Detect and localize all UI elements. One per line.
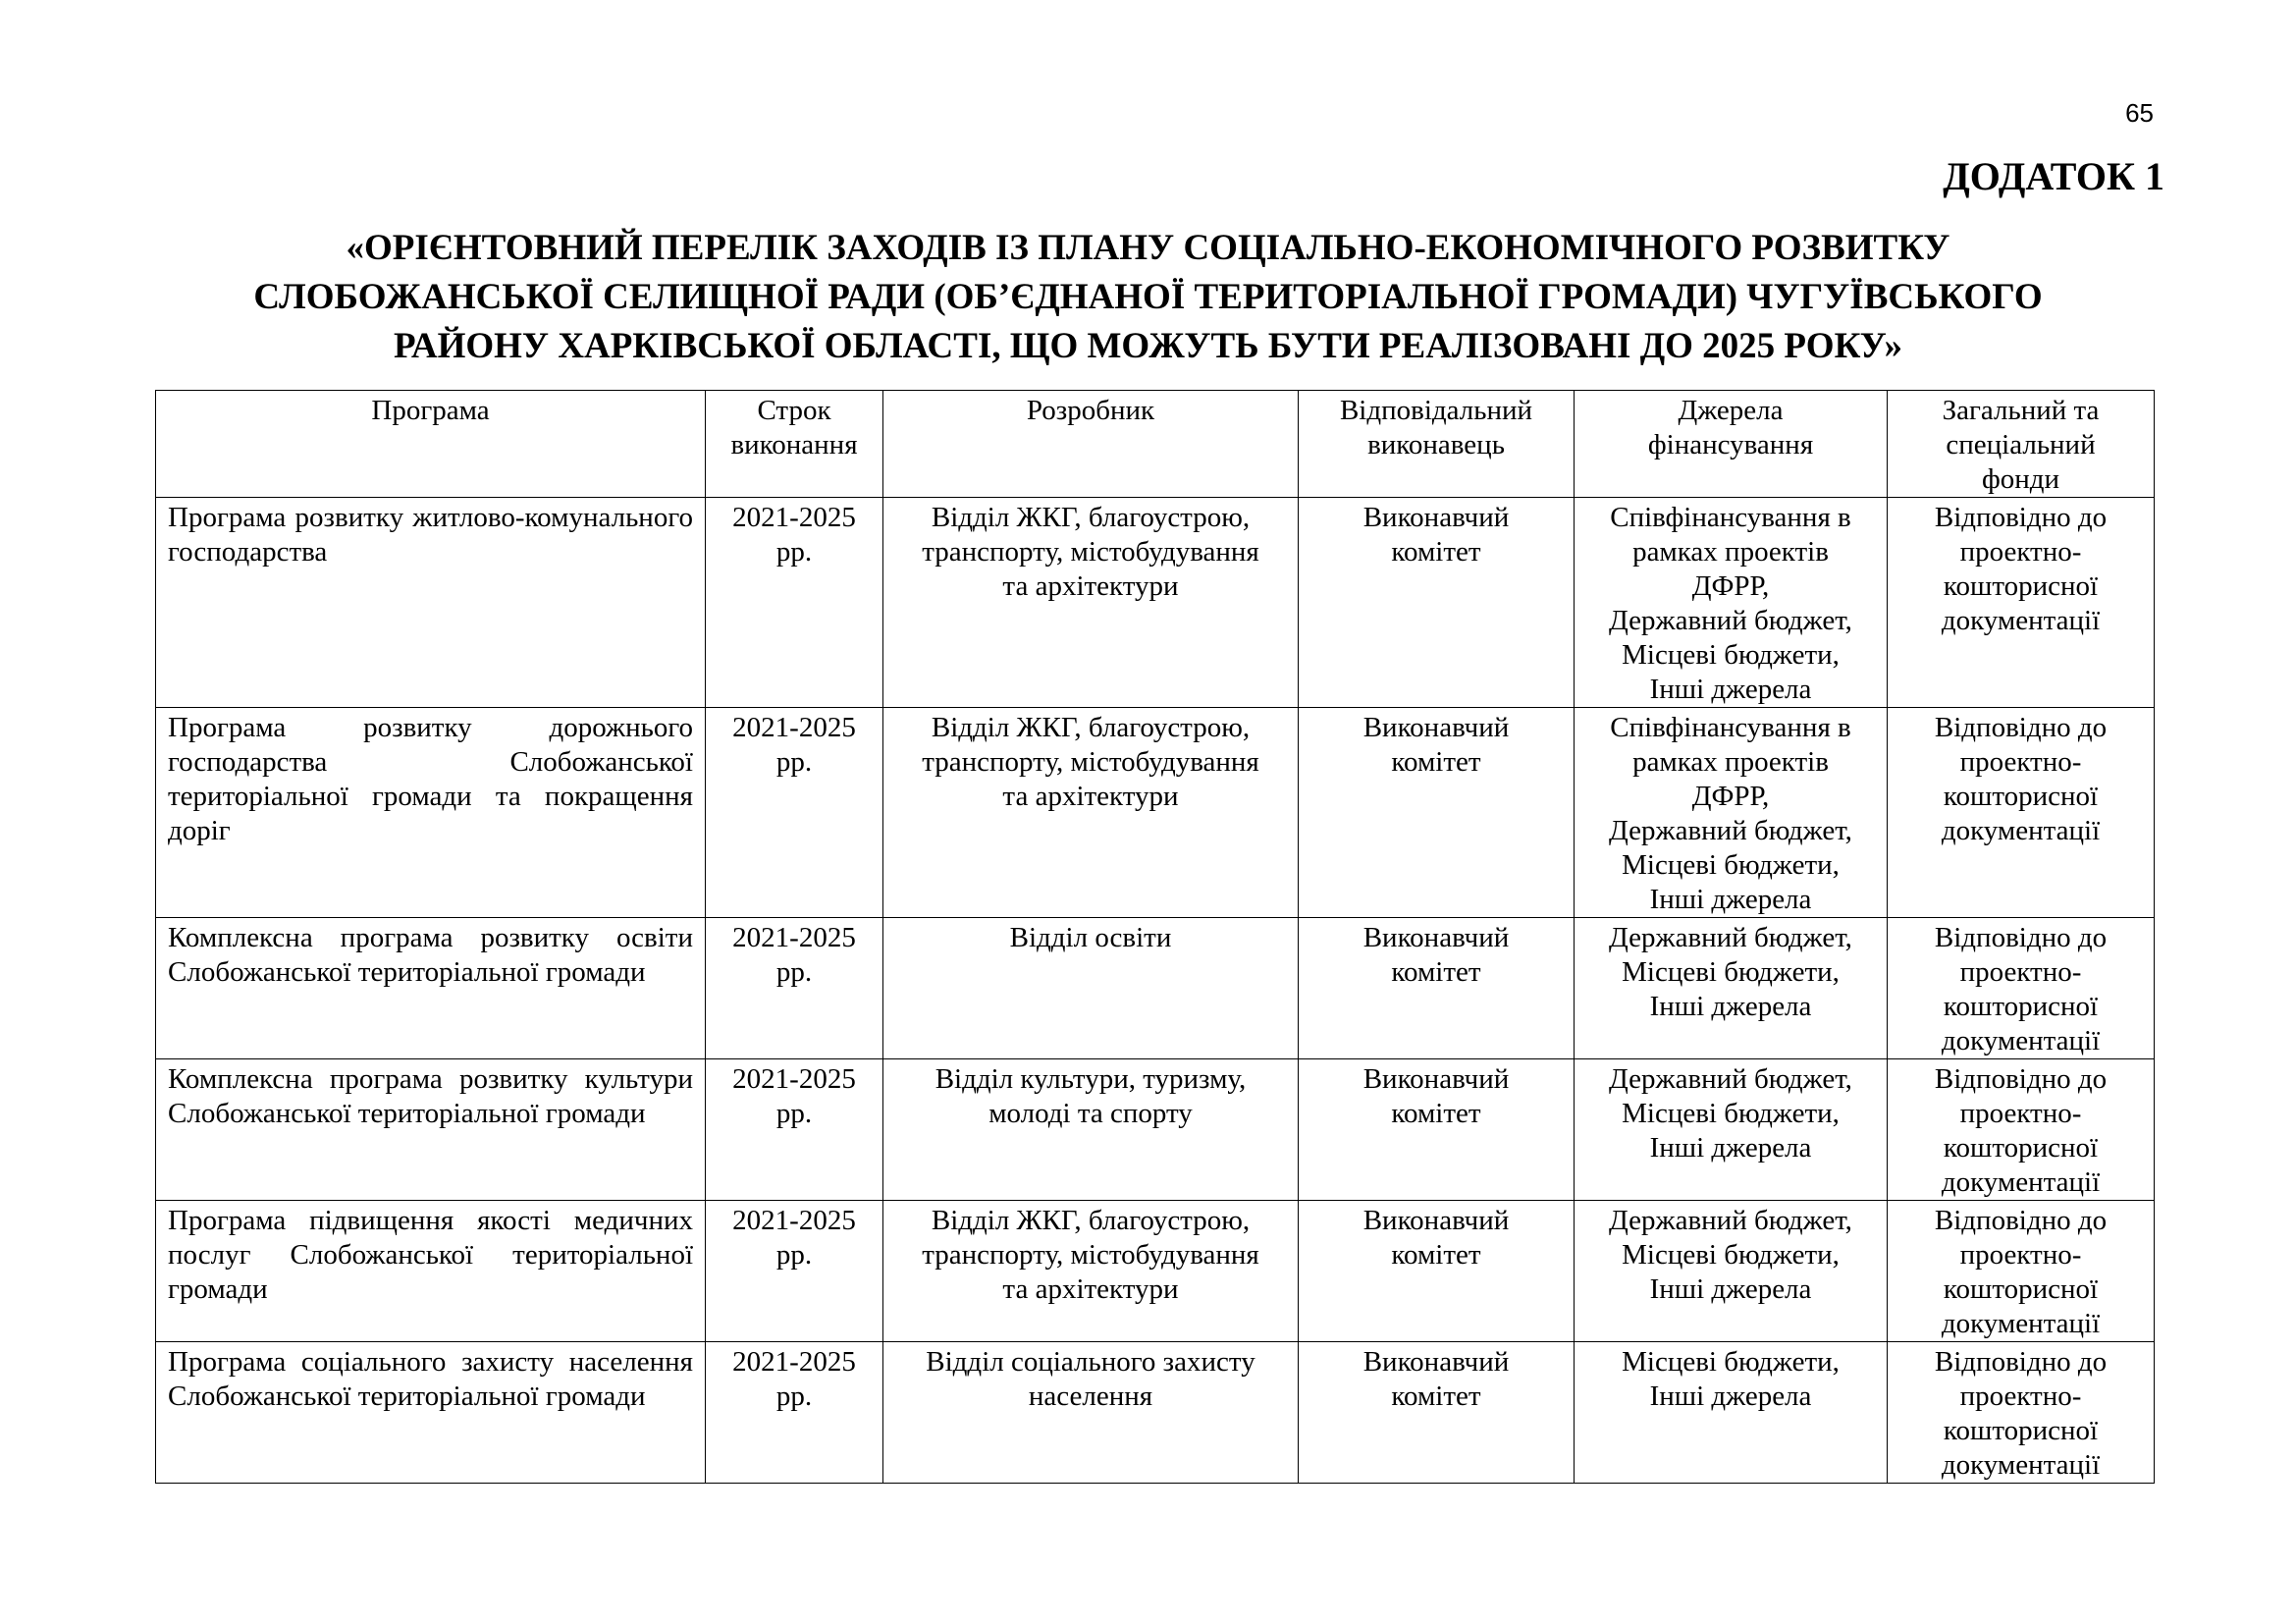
developer-cell: Відділ ЖКГ, благоустрою, транспорту, містобудування та архітектури	[883, 708, 1299, 918]
term-cell: 2021-2025 рр.	[706, 1201, 883, 1342]
table-row	[156, 498, 2155, 708]
developer-cell: Відділ ЖКГ, благоустрою, транспорту, містобудування та архітектури	[883, 498, 1299, 708]
program-cell: Програма розвитку дорожнього господарства Слобожанської територіальної громади та покращення доріг	[156, 708, 706, 918]
program-cell: Програма підвищення якості медичних послуг Слобожанської територіальної громади	[156, 1201, 706, 1342]
term-cell: 2021-2025 рр.	[706, 708, 883, 918]
term-cell: 2021-2025 рр.	[706, 918, 883, 1059]
funding-cell: Місцеві бюджети, Інші джерела	[1575, 1342, 1888, 1484]
header-funding: Джерела фінансування	[1575, 391, 1888, 498]
funds-cell: Відповідно до проектно- кошторисної документації	[1888, 498, 2155, 708]
term-cell: 2021-2025 рр.	[706, 1342, 883, 1484]
term-cell: 2021-2025 рр.	[706, 498, 883, 708]
header-funds: Загальний та спеціальний фонди	[1888, 391, 2155, 498]
funding-cell: Державний бюджет, Місцеві бюджети, Інші джерела	[1575, 918, 1888, 1059]
developer-cell: Відділ соціального захисту населення	[883, 1342, 1299, 1484]
table-row	[156, 1342, 2155, 1484]
funds-cell: Відповідно до проектно- кошторисної документації	[1888, 708, 2155, 918]
executor-cell: Виконавчий комітет	[1299, 1342, 1575, 1484]
program-cell: Програма розвитку житлово-комунального господарства	[156, 498, 706, 708]
title-line: РАЙОНУ ХАРКІВСЬКОЇ ОБЛАСТІ, ЩО МОЖУТЬ БУТИ РЕАЛІЗОВАНІ ДО 2025 РОКУ»	[393, 326, 1903, 366]
program-cell: Комплексна програма розвитку освіти Слобожанської територіальної громади	[156, 918, 706, 1059]
developer-cell: Відділ освіти	[883, 918, 1299, 1059]
table-row	[156, 708, 2155, 918]
funds-cell: Відповідно до проектно- кошторисної документації	[1888, 1201, 2155, 1342]
header-developer: Розробник	[883, 391, 1299, 498]
developer-cell: Відділ культури, туризму, молоді та спорту	[883, 1059, 1299, 1201]
executor-cell: Виконавчий комітет	[1299, 1059, 1575, 1201]
developer-cell: Відділ ЖКГ, благоустрою, транспорту, містобудування та архітектури	[883, 1201, 1299, 1342]
funds-cell: Відповідно до проектно- кошторисної документації	[1888, 1342, 2155, 1484]
funding-cell: Співфінансування в рамках проектів ДФРР, Державний бюджет, Місцеві бюджети, Інші джерела	[1575, 708, 1888, 918]
executor-cell: Виконавчий комітет	[1299, 918, 1575, 1059]
title-line: «ОРІЄНТОВНИЙ ПЕРЕЛІК ЗАХОДІВ ІЗ ПЛАНУ СОЦІАЛЬНО-ЕКОНОМІЧНОГО РОЗВИТКУ	[346, 228, 1950, 268]
header-executor: Відповідальний виконавець	[1299, 391, 1575, 498]
table-row	[156, 1059, 2155, 1201]
table-header-row	[156, 391, 2155, 498]
executor-cell: Виконавчий комітет	[1299, 1201, 1575, 1342]
term-cell: 2021-2025 рр.	[706, 1059, 883, 1201]
funds-cell: Відповідно до проектно- кошторисної документації	[1888, 1059, 2155, 1201]
header-program: Програма	[156, 391, 706, 498]
funding-cell: Державний бюджет, Місцеві бюджети, Інші джерела	[1575, 1201, 1888, 1342]
program-cell: Програма соціального захисту населення Слобожанської територіальної громади	[156, 1342, 706, 1484]
table-row	[156, 918, 2155, 1059]
executor-cell: Виконавчий комітет	[1299, 498, 1575, 708]
funds-cell: Відповідно до проектно- кошторисної документації	[1888, 918, 2155, 1059]
title-line: СЛОБОЖАНСЬКОЇ СЕЛИЩНОЇ РАДИ (ОБ’ЄДНАНОЇ ТЕРИТОРІАЛЬНОЇ ГРОМАДИ) ЧУГУЇВСЬКОГО	[253, 277, 2043, 317]
program-cell: Комплексна програма розвитку культури Слобожанської територіальної громади	[156, 1059, 706, 1201]
document-title	[157, 224, 2139, 371]
table-row	[156, 1201, 2155, 1342]
measures-table	[155, 390, 2155, 1484]
executor-cell: Виконавчий комітет	[1299, 708, 1575, 918]
page-number: 65	[2125, 98, 2154, 128]
funding-cell: Співфінансування в рамках проектів ДФРР, Державний бюджет, Місцеві бюджети, Інші джерела	[1575, 498, 1888, 708]
header-term: Строк виконання	[706, 391, 883, 498]
funding-cell: Державний бюджет, Місцеві бюджети, Інші джерела	[1575, 1059, 1888, 1201]
appendix-label: ДОДАТОК 1	[1943, 154, 2164, 198]
